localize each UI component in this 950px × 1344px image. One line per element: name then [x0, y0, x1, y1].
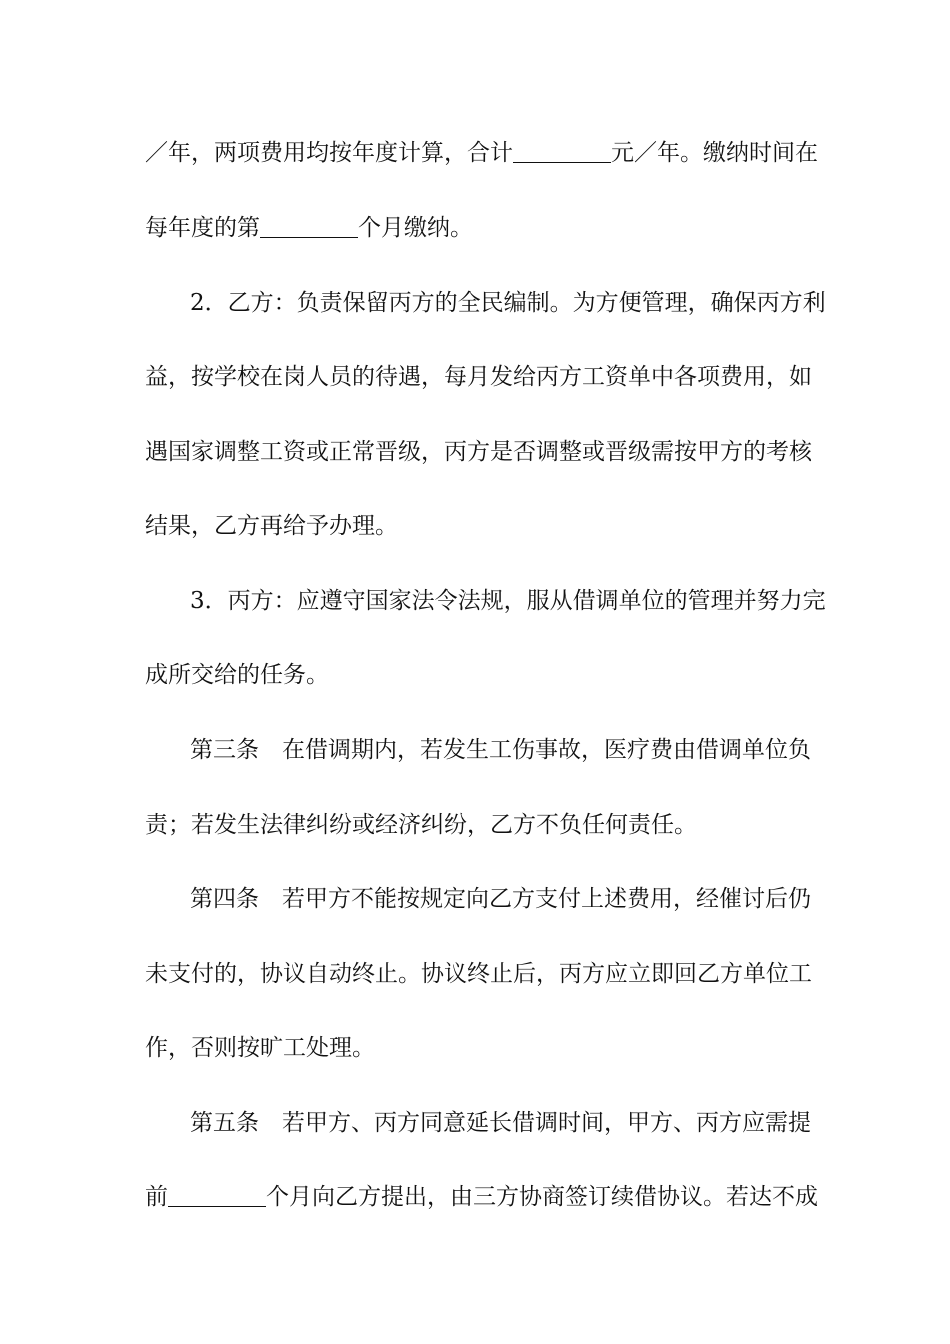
text-line: 每年度的第 个月缴纳。	[145, 215, 473, 241]
fill-in-blank	[513, 142, 611, 163]
text-line: ／年，两项费用均按年度计算，合计 元／年。缴纳时间在	[145, 140, 818, 166]
text-line: 结果，乙方再给予办理。	[145, 513, 398, 539]
fill-in-blank	[168, 1186, 266, 1207]
article-5-first-line: 第五条 若甲方、丙方同意延长借调时间，甲方、丙方应需提	[190, 1110, 811, 1136]
text-line: 遇国家调整工资或正常晋级，丙方是否调整或晋级需按甲方的考核	[145, 439, 812, 465]
article-4-first-line: 第四条 若甲方不能按规定向乙方支付上述费用，经催讨后仍	[190, 886, 811, 912]
text-line: 成所交给的任务。	[145, 662, 329, 688]
paragraph-first-line: 2．乙方：负责保留丙方的全民编制。为方便管理，确保丙方利	[190, 290, 826, 316]
fill-in-blank	[260, 217, 358, 238]
text-line: 未支付的，协议自动终止。协议终止后，丙方应立即回乙方单位工	[145, 961, 812, 987]
text-line: 作，否则按旷工处理。	[145, 1035, 375, 1061]
text-line: 责；若发生法律纠纷或经济纠纷，乙方不负任何责任。	[145, 812, 697, 838]
article-3-first-line: 第三条 在借调期内，若发生工伤事故，医疗费由借调单位负	[190, 737, 811, 763]
paragraph-first-line: 3．丙方：应遵守国家法令法规，服从借调单位的管理并努力完	[190, 588, 826, 614]
text-line: 前 个月向乙方提出，由三方协商签订续借协议。若达不成	[145, 1184, 818, 1210]
text-line: 益，按学校在岗人员的待遇，每月发给丙方工资单中各项费用，如	[145, 364, 812, 390]
